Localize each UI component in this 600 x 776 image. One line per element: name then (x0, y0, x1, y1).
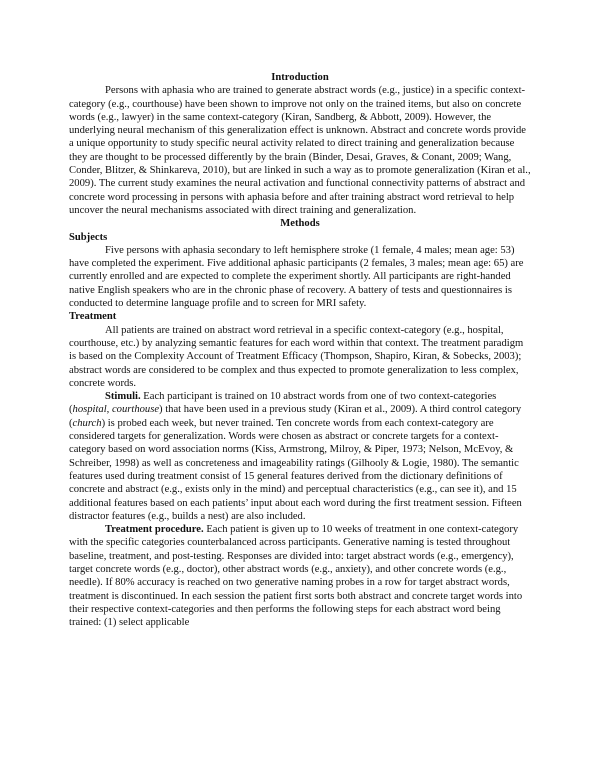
methods-heading: Methods (280, 218, 320, 230)
treatment-paragraph: All patients are trained on abstract word retrieval in a specific context-category (e.g., hospital, courthouse, etc.) by analyzing semantic features for each word within that context. The treatment paradigm is based on the Complexity Account of Treatment Efficacy (Thompson, Shapiro, Kiran, & Sobecks, 2003); abstract words are considered to be complex and thus expected to promote generalization to less complex, concrete words. (69, 324, 524, 389)
stimuli-heading: Stimuli. (105, 391, 141, 403)
treatment-heading: Treatment (69, 311, 117, 323)
stimuli-italic-categories: hospital, courthouse (72, 404, 160, 416)
stimuli-text-2: ) that have been used in a previous study (Kiran et al., 2009). A third control category ( (69, 404, 522, 429)
stimuli-text-1: Each participant is trained on 10 abstract words from one of two context-categories ( (69, 391, 497, 416)
subjects-paragraph: Five persons with aphasia secondary to left hemisphere stroke (1 female, 4 males; mean age: 53) have completed the experiment. Five additional aphasic participants (2 females, 3 males; mean age: 65) are currently enrolled and are expected to complete the experiment shortly. All participants are right-handed native English speakers who are in the chronic phase of recovery. A battery of tests and questionnaires is conducted to determine language profile and to screen for MRI safety. (69, 244, 524, 310)
stimuli-text-3: ) is probed each week, but never trained. Ten concrete words from each context-category are considered targets for generalization. Words were chosen as abstract or concrete targets for a context-category based on word association norms (Kiss, Armstrong, Milroy, & Piper, 1973; Nelson, McEvoy, & Schreiber, 1998) as well as concreteness and imageability ratings (Gilhooly & Logie, 1980). The semantic features used during treatment consist of 15 general features derived from the dictionary definitions of concrete and abstract (e.g., exists only in the mind) and perceptual characteristics (e.g., can see it), and 15 additional features based on each patients’ input about each word during the first treatment session. Fifteen distractor features (e.g., builds a nest) are also included. (69, 417, 522, 522)
page-content (69, 71, 531, 629)
stimuli-italic-control: church (72, 417, 102, 429)
procedure-text: Each patient is given up to 10 weeks of treatment in one context-category with the specific categories counterbalanced across participants. Generative naming is tested throughout baseline, treatment, and post-testing. Responses are divided into: target abstract words (e.g., emergency), target concrete words (e.g., doctor), other abstract words (e.g., anxiety), and other concrete words (e.g., needle). If 80% accuracy is reached on two generative naming probes in a row for target abstract words, treatment is discontinued. In each session the patient first sorts both abstract and concrete target words into their respective context-categories and then performs the following steps for each abstract word being trained: (1) select applicable (69, 524, 523, 629)
subjects-heading: Subjects (69, 231, 108, 243)
stimuli-paragraph (69, 390, 531, 523)
procedure-paragraph (69, 523, 531, 629)
introduction-heading: Introduction (271, 72, 329, 83)
procedure-heading: Treatment procedure. (105, 524, 204, 536)
introduction-paragraph: Persons with aphasia who are trained to generate abstract words (e.g., justice) in a specific context-category (e.g., courthouse) have been shown to improve not only on the trained items, but also on concrete words (e.g., lawyer) in the same context-category (Kiran, Sandberg, & Abbott, 2009). However, the underlying neural mechanism of this generalization effect is unknown. Abstract and concrete words provide a unique opportunity to study specific neural activity related to direct training and generalization because they are thought to be processed differently by the brain (Binder, Desai, Graves, & Conant, 2009; Wang, Conder, Blitzer, & Shinkareva, 2010), but are linked in such a way as to promote generalization (Kiran et al., 2009). The current study examines the neural activation and functional connectivity patterns of abstract and concrete word processing in persons with aphasia before and after training abstract word retrieval to help uncover the neural mechanisms associated with direct training and generalization. (69, 85, 531, 216)
